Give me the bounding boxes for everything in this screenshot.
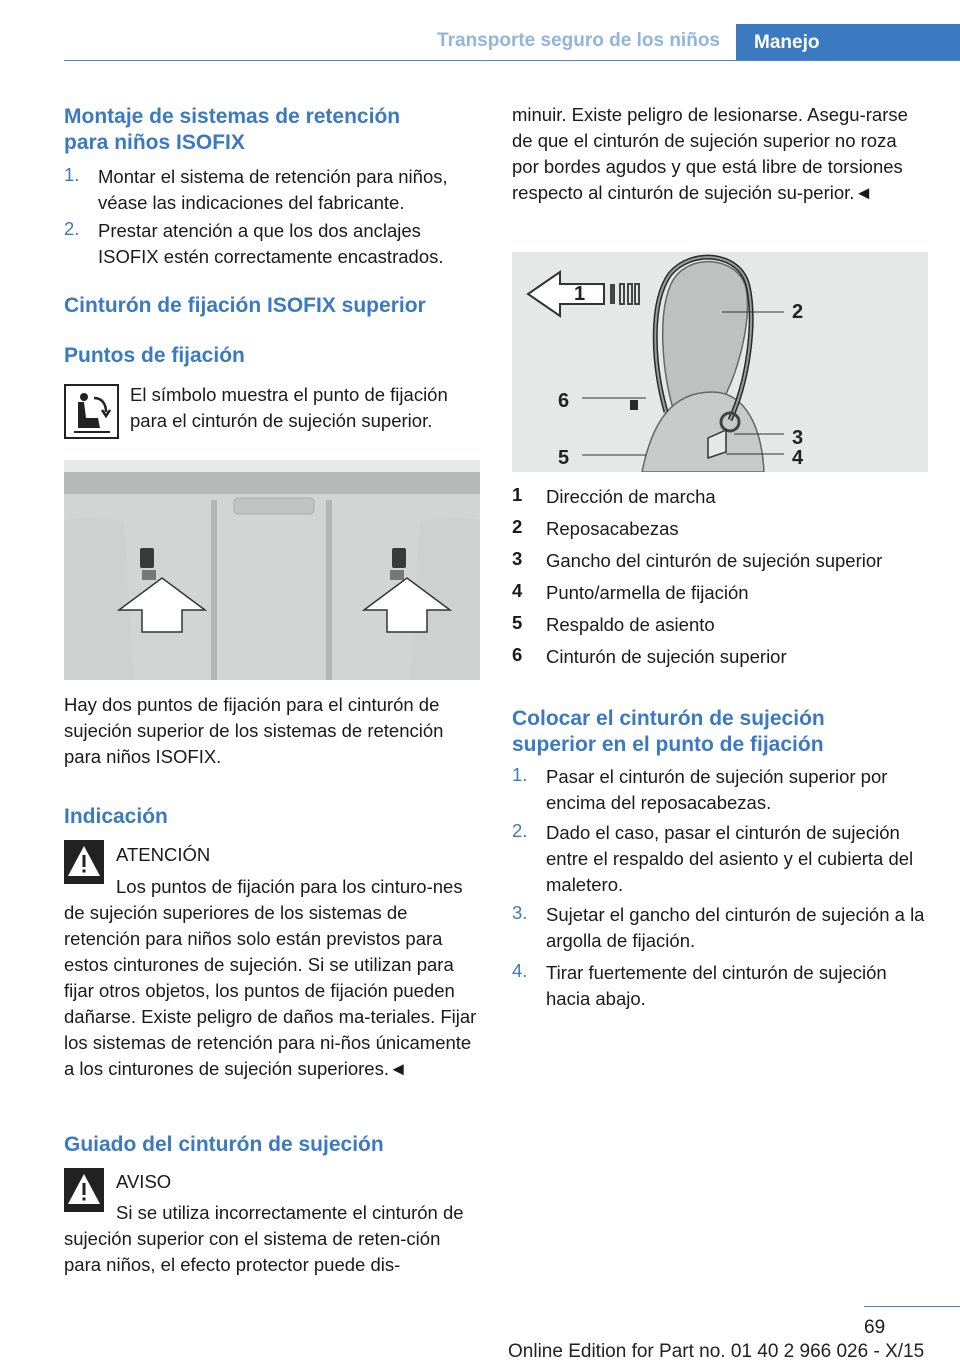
step-number: 2.: [64, 218, 80, 239]
warning-text: Si se utiliza incorrectamente el cinturón de sujeción superior con el sistema de reten-ción para niños, el efecto protector puede dis-: [64, 1202, 464, 1275]
legend-text: Gancho del cinturón de sujeción superior: [546, 550, 883, 571]
legend-number: 1: [512, 484, 523, 505]
warning-title: AVISO: [116, 1171, 172, 1192]
top-tether-figure: [512, 252, 928, 472]
legend-number: 5: [512, 612, 523, 633]
isofix-anchor-symbol-icon: [64, 384, 119, 439]
anchor-points-paragraph: Hay dos puntos de fijación para el cinturón de sujeción superior de los sistemas de retención para niños ISOFIX.: [64, 694, 444, 767]
running-header-section: Transporte seguro de los niños: [437, 30, 720, 51]
legend-text: Cinturón de sujeción superior: [546, 646, 787, 667]
step-text: Montar el sistema de retención para niños, véase las indicaciones del fabricante.: [98, 166, 448, 213]
legend-number: 4: [512, 580, 523, 601]
legend-text: Reposacabezas: [546, 518, 679, 539]
step-text: Prestar atención a que los dos anclajes ISOFIX estén correctamente encastrados.: [98, 220, 444, 267]
header-rule: [64, 60, 960, 61]
legend-text: Dirección de marcha: [546, 486, 716, 507]
heading-attach-tether: Colocar el cinturón de sujeción superior en el punto de fijación: [512, 707, 825, 756]
legend-number: 3: [512, 548, 523, 569]
footer-rule: [864, 1306, 960, 1307]
page-number: 69: [864, 1317, 886, 1338]
heading-isofix-top-tether: Cinturón de fijación ISOFIX superior: [64, 294, 426, 317]
step-text: Dado el caso, pasar el cinturón de sujeción entre el respaldo del asiento y el cubierta del maletero.: [546, 822, 914, 895]
attention-title: ATENCIÓN: [116, 844, 211, 865]
anchor-points-photo: [64, 460, 480, 680]
step-text: Tirar fuertemente del cinturón de sujeción hacia abajo.: [546, 962, 887, 1009]
step-number: 4.: [512, 960, 528, 981]
step-number: 1.: [64, 164, 80, 185]
step-text: Pasar el cinturón de sujeción superior por encima del reposacabezas.: [546, 766, 888, 813]
edition-footer: Online Edition for Part no. 01 40 2 966 026 - X/15: [508, 1341, 925, 1362]
heading-note: Indicación: [64, 805, 168, 828]
step-text: Sujetar el gancho del cinturón de sujeción a la argolla de fijación.: [546, 904, 925, 951]
figure-label-4: 4: [792, 447, 804, 469]
chapter-tab-label: Manejo: [754, 32, 820, 53]
step-number: 3.: [512, 902, 528, 923]
legend-text: Respaldo de asiento: [546, 614, 715, 635]
step-number: 1.: [512, 764, 528, 785]
heading-belt-routing: Guiado del cinturón de sujeción: [64, 1133, 384, 1156]
legend-number: 6: [512, 644, 523, 665]
warning-text-continued: minuir. Existe peligro de lesionarse. Asegu-rarse de que el cinturón de sujeción superior no roza por bordes agudos y que está libre de torsiones respecto al cinturón de sujeción su-perior.◄: [512, 104, 908, 203]
heading-isofix-mounting: Montaje de sistemas de retención para niños ISOFIX: [64, 105, 401, 154]
figure-label-5: 5: [558, 447, 570, 469]
figure-label-2: 2: [792, 301, 804, 323]
attention-text: Los puntos de fijación para los cinturo-nes de sujeción superiores de los sistemas de retención para niños solo están previstos para estos cinturones de sujeción. Si se utilizan para fijar otros objetos, los puntos de fijación pueden dañarse. Existe peligro de daños ma-teriales. Fijar los sistemas de retención para ni-ños únicamente a los cinturones de sujeción superiores.◄: [64, 876, 477, 1079]
figure-label-6: 6: [558, 390, 570, 412]
legend-number: 2: [512, 516, 523, 537]
chapter-tab: [736, 24, 960, 61]
symbol-description: El símbolo muestra el punto de fijación para el cinturón de sujeción superior.: [130, 384, 448, 431]
step-number: 2.: [512, 820, 528, 841]
figure-label-3: 3: [792, 427, 804, 449]
heading-anchor-points: Puntos de fijación: [64, 344, 245, 367]
figure-label-1: 1: [574, 283, 586, 305]
legend-text: Punto/armella de fijación: [546, 582, 749, 603]
